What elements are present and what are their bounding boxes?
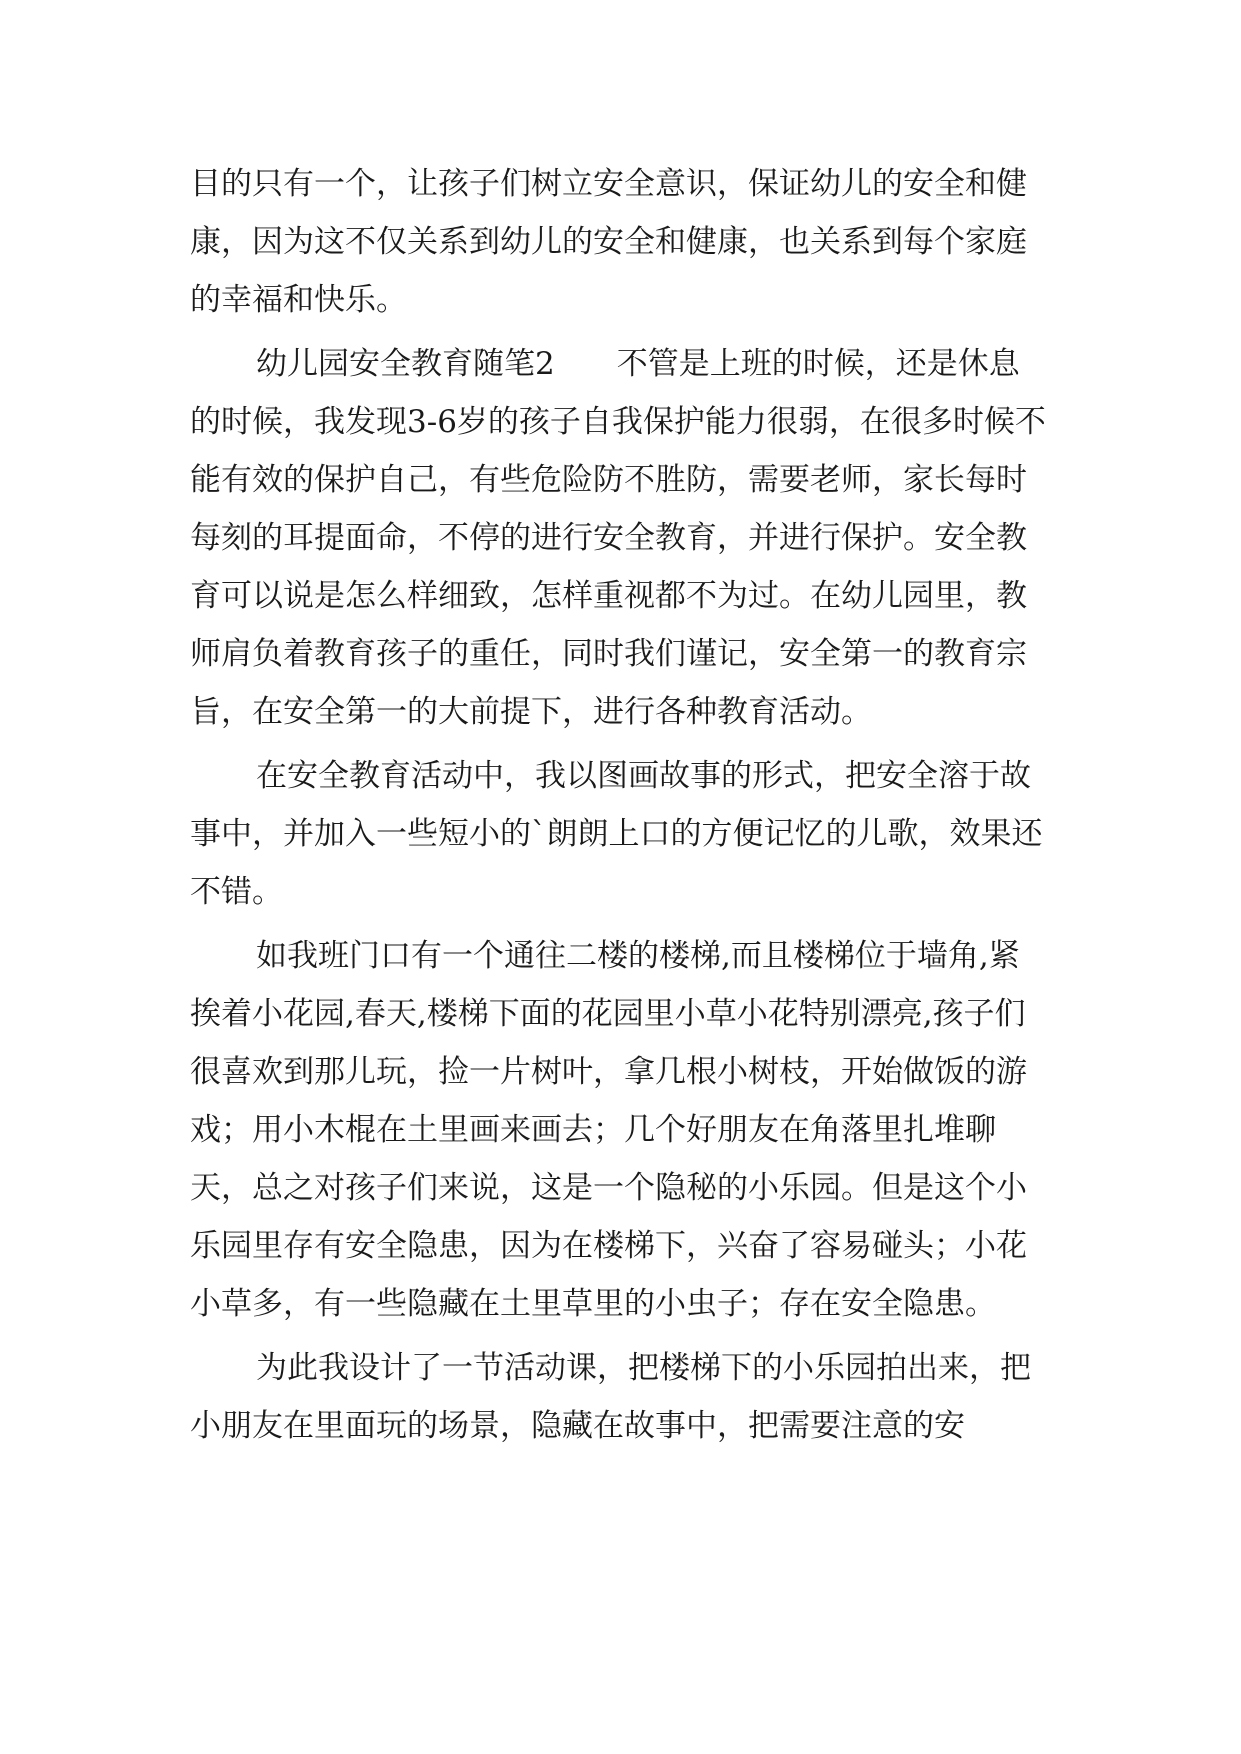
document-body	[190, 155, 1050, 1455]
paragraph-2: 幼儿园安全教育随笔2 不管是上班的时候，还是休息的时候，我发现3-6岁的孩子自我保护能力很弱，在很多时候不能有效的保护自己，有些危险防不胜防，需要老师，家长每时每刻的耳提面命，不停的进行安全教育，并进行保护。安全教育可以说是怎么样细致，怎样重视都不为过。在幼儿园里，教师肩负着教育孩子的重任，同时我们谨记，安全第一的教育宗旨，在安全第一的大前提下，进行各种教育活动。	[190, 346, 1046, 730]
paragraph-4: 如我班门口有一个通往二楼的楼梯,而且楼梯位于墙角,紧挨着小花园,春天,楼梯下面的花园里小草小花特别漂亮,孩子们很喜欢到那儿玩，捡一片树叶，拿几根小树枝，开始做饭的游戏；用小木棍在土里画来画去；几个好朋友在角落里扎堆聊天，总之对孩子们来说，这是一个隐秘的小乐园。但是这个小乐园里存有安全隐患，因为在楼梯下，兴奋了容易碰头；小花小草多，有一些隐藏在土里草里的小虫子；存在安全隐患。	[190, 938, 1027, 1322]
paragraph-5: 为此我设计了一节活动课，把楼梯下的小乐园拍出来，把小朋友在里面玩的场景，隐藏在故事中，把需要注意的安	[190, 1350, 1031, 1444]
paragraph-3: 在安全教育活动中，我以图画故事的形式，把安全溶于故事中，并加入一些短小的`朗朗上口的方便记忆的儿歌，效果还不错。	[190, 758, 1043, 910]
paragraph-1: 目的只有一个，让孩子们树立安全意识，保证幼儿的安全和健康，因为这不仅关系到幼儿的安全和健康，也关系到每个家庭的幸福和快乐。	[190, 166, 1027, 318]
